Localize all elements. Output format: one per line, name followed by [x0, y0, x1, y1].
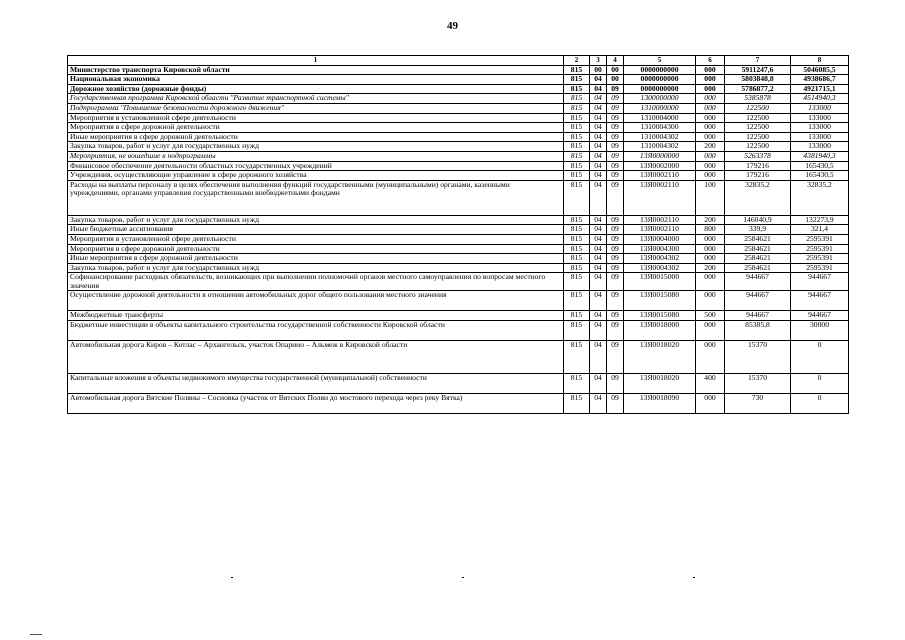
amount-year1-cell: 944667 — [725, 291, 791, 311]
expense-type-cell: 200 — [696, 215, 725, 225]
table-row — [68, 311, 849, 321]
target-article-cell: 13Я0004300 — [624, 244, 696, 254]
amount-year2-cell: 133000 — [791, 103, 849, 113]
item-name-cell: Мероприятия в установленной сфере деятельности — [68, 113, 564, 123]
table-row — [68, 123, 849, 133]
section-cell: 04 — [590, 225, 607, 235]
subsection-cell: 09 — [607, 94, 624, 104]
target-article-cell: 1310004300 — [624, 123, 696, 133]
amount-year2-cell: 321,4 — [791, 225, 849, 235]
amount-year2-cell: 4938686,7 — [791, 75, 849, 85]
target-article-cell: 13Я0002000 — [624, 161, 696, 171]
column-header: 7 — [725, 56, 791, 66]
amount-year1-cell: 122500 — [725, 103, 791, 113]
column-header: 6 — [696, 56, 725, 66]
target-article-cell: 13Я0015080 — [624, 311, 696, 321]
item-name-cell: Учреждения, осуществляющие управление в сфере дорожного хозяйства — [68, 171, 564, 181]
item-name-cell: Софинансирование расходных обязательств, возникающих при выполнении полномочий органов местного самоуправления по вопросам местного значения — [68, 273, 564, 291]
admin-code-cell: 815 — [564, 225, 590, 235]
column-header: 3 — [590, 56, 607, 66]
amount-year1-cell: 2584621 — [725, 244, 791, 254]
scan-mark — [462, 577, 464, 578]
header-row — [68, 56, 849, 66]
target-article-cell: 13Я0018020 — [624, 341, 696, 374]
amount-year1-cell: 2584621 — [725, 254, 791, 264]
budget-table — [67, 55, 849, 414]
amount-year2-cell: 4514940,3 — [791, 94, 849, 104]
subsection-cell: 09 — [607, 215, 624, 225]
subsection-cell: 09 — [607, 273, 624, 291]
item-name-cell: Межбюджетные трансферты — [68, 311, 564, 321]
subsection-cell: 09 — [607, 225, 624, 235]
target-article-cell: 1310004000 — [624, 113, 696, 123]
item-name-cell: Дорожное хозяйство (дорожные фонды) — [68, 84, 564, 94]
amount-year1-cell: 122500 — [725, 132, 791, 142]
amount-year2-cell: 132273,9 — [791, 215, 849, 225]
target-article-cell: 13Я0000000 — [624, 151, 696, 161]
subsection-cell: 00 — [607, 65, 624, 75]
item-name-cell: Иные мероприятия в сфере дорожной деятельности — [68, 132, 564, 142]
amount-year1-cell: 944667 — [725, 311, 791, 321]
item-name-cell: Мероприятия в сфере дорожной деятельности — [68, 244, 564, 254]
target-article-cell: 13Я0018000 — [624, 321, 696, 341]
item-name-cell: Автомобильная дорога Киров – Котлас – Архангельск, участок Опарино – Альмеж в Кировской области — [68, 341, 564, 374]
admin-code-cell: 815 — [564, 75, 590, 85]
subsection-cell: 09 — [607, 263, 624, 273]
amount-year1-cell: 15370 — [725, 374, 791, 394]
subsection-cell: 09 — [607, 394, 624, 414]
amount-year2-cell: 4921715,1 — [791, 84, 849, 94]
item-name-cell: Национальная экономика — [68, 75, 564, 85]
expense-type-cell: 000 — [696, 161, 725, 171]
target-article-cell: 13Я0004302 — [624, 263, 696, 273]
section-cell: 04 — [590, 321, 607, 341]
section-cell: 04 — [590, 75, 607, 85]
page-number: 49 — [447, 20, 458, 32]
target-article-cell: 13Я0002110 — [624, 171, 696, 181]
item-name-cell: Иные мероприятия в сфере дорожной деятельности — [68, 254, 564, 264]
admin-code-cell: 815 — [564, 234, 590, 244]
amount-year2-cell: 2595391 — [791, 254, 849, 264]
expense-type-cell: 000 — [696, 103, 725, 113]
table-row — [68, 215, 849, 225]
target-article-cell: 13Я0018090 — [624, 394, 696, 414]
expense-type-cell: 000 — [696, 321, 725, 341]
admin-code-cell: 815 — [564, 394, 590, 414]
admin-code-cell: 815 — [564, 341, 590, 374]
section-cell: 04 — [590, 341, 607, 374]
amount-year1-cell: 5786877,2 — [725, 84, 791, 94]
subsection-cell: 09 — [607, 161, 624, 171]
section-cell: 04 — [590, 84, 607, 94]
admin-code-cell: 815 — [564, 103, 590, 113]
amount-year2-cell: 165430,5 — [791, 171, 849, 181]
table-row — [68, 180, 849, 215]
column-header: 5 — [624, 56, 696, 66]
admin-code-cell: 815 — [564, 215, 590, 225]
amount-year2-cell: 0 — [791, 374, 849, 394]
table-row — [68, 374, 849, 394]
item-name-cell: Закупка товаров, работ и услуг для государственных нужд — [68, 215, 564, 225]
admin-code-cell: 815 — [564, 94, 590, 104]
table-row — [68, 65, 849, 75]
item-name-cell: Финансовое обеспечение деятельности областных государственных учреждений — [68, 161, 564, 171]
subsection-cell: 09 — [607, 180, 624, 215]
column-header: 4 — [607, 56, 624, 66]
table-row — [68, 234, 849, 244]
target-article-cell: 1310000000 — [624, 103, 696, 113]
section-cell: 04 — [590, 103, 607, 113]
table-row — [68, 263, 849, 273]
target-article-cell: 13Я0004302 — [624, 254, 696, 264]
column-header: 8 — [791, 56, 849, 66]
section-cell: 04 — [590, 171, 607, 181]
item-name-cell: Иные бюджетные ассигнования — [68, 225, 564, 235]
admin-code-cell: 815 — [564, 263, 590, 273]
section-cell: 04 — [590, 161, 607, 171]
amount-year1-cell: 146040,9 — [725, 215, 791, 225]
item-name-cell: Министерство транспорта Кировской области — [68, 65, 564, 75]
admin-code-cell: 815 — [564, 84, 590, 94]
amount-year1-cell: 5263378 — [725, 151, 791, 161]
target-article-cell: 13Я0002110 — [624, 180, 696, 215]
amount-year1-cell: 85385,8 — [725, 321, 791, 341]
amount-year1-cell: 122500 — [725, 142, 791, 152]
item-name-cell: Государственная программа Кировской области "Развитие транспортной системы" — [68, 94, 564, 104]
subsection-cell: 09 — [607, 103, 624, 113]
admin-code-cell: 815 — [564, 180, 590, 215]
expense-type-cell: 000 — [696, 94, 725, 104]
expense-type-cell: 000 — [696, 132, 725, 142]
section-cell: 04 — [590, 244, 607, 254]
section-cell: 04 — [590, 123, 607, 133]
expense-type-cell: 000 — [696, 291, 725, 311]
table-row — [68, 254, 849, 264]
amount-year2-cell: 944667 — [791, 273, 849, 291]
item-name-cell: Автомобильная дорога Вятские Поляны – Сосновка (участок от Вятских Полян до мостового перехода через реку Вятка) — [68, 394, 564, 414]
expense-type-cell: 400 — [696, 374, 725, 394]
expense-type-cell: 200 — [696, 263, 725, 273]
amount-year2-cell: 944667 — [791, 291, 849, 311]
subsection-cell: 09 — [607, 254, 624, 264]
admin-code-cell: 815 — [564, 171, 590, 181]
section-cell: 04 — [590, 151, 607, 161]
expense-type-cell: 000 — [696, 341, 725, 374]
admin-code-cell: 815 — [564, 142, 590, 152]
section-cell: 04 — [590, 132, 607, 142]
column-header: 2 — [564, 56, 590, 66]
admin-code-cell: 815 — [564, 291, 590, 311]
admin-code-cell: 815 — [564, 273, 590, 291]
amount-year1-cell: 179216 — [725, 161, 791, 171]
amount-year2-cell: 133000 — [791, 113, 849, 123]
subsection-cell: 09 — [607, 113, 624, 123]
amount-year2-cell: 133000 — [791, 132, 849, 142]
target-article-cell: 1310004302 — [624, 132, 696, 142]
section-cell: 04 — [590, 180, 607, 215]
expense-type-cell: 000 — [696, 273, 725, 291]
table-row — [68, 103, 849, 113]
table-row — [68, 225, 849, 235]
scan-mark — [231, 577, 233, 578]
amount-year2-cell: 133000 — [791, 123, 849, 133]
expense-type-cell: 000 — [696, 244, 725, 254]
admin-code-cell: 815 — [564, 321, 590, 341]
admin-code-cell: 815 — [564, 161, 590, 171]
column-header: 1 — [68, 56, 564, 66]
table-row — [68, 321, 849, 341]
subsection-cell: 09 — [607, 171, 624, 181]
item-name-cell: Осуществление дорожной деятельности в отношении автомобильных дорог общего пользования местного значения — [68, 291, 564, 311]
subsection-cell: 09 — [607, 321, 624, 341]
amount-year1-cell: 122500 — [725, 123, 791, 133]
section-cell: 04 — [590, 142, 607, 152]
section-cell: 00 — [590, 65, 607, 75]
expense-type-cell: 000 — [696, 113, 725, 123]
subsection-cell: 09 — [607, 151, 624, 161]
section-cell: 04 — [590, 311, 607, 321]
target-article-cell: 13Я0015080 — [624, 291, 696, 311]
expense-type-cell: 000 — [696, 394, 725, 414]
amount-year2-cell: 944667 — [791, 311, 849, 321]
amount-year2-cell: 5046085,5 — [791, 65, 849, 75]
subsection-cell: 09 — [607, 291, 624, 311]
expense-type-cell: 800 — [696, 225, 725, 235]
item-name-cell: Расходы на выплаты персоналу в целях обеспечения выполнения функций государственными (муниципальными) органами, казенными учреждениями, органами управления государственными внебюджетными фондами — [68, 180, 564, 215]
item-name-cell: Мероприятия в сфере дорожной деятельности — [68, 123, 564, 133]
admin-code-cell: 815 — [564, 123, 590, 133]
target-article-cell: 0000000000 — [624, 75, 696, 85]
admin-code-cell: 815 — [564, 132, 590, 142]
subsection-cell: 09 — [607, 341, 624, 374]
subsection-cell: 09 — [607, 123, 624, 133]
section-cell: 04 — [590, 374, 607, 394]
table-row — [68, 113, 849, 123]
amount-year1-cell: 730 — [725, 394, 791, 414]
subsection-cell: 09 — [607, 311, 624, 321]
section-cell: 04 — [590, 273, 607, 291]
amount-year1-cell: 179216 — [725, 171, 791, 181]
expense-type-cell: 500 — [696, 311, 725, 321]
table-row — [68, 142, 849, 152]
admin-code-cell: 815 — [564, 311, 590, 321]
table-body — [68, 65, 849, 413]
target-article-cell: 0000000000 — [624, 84, 696, 94]
section-cell: 04 — [590, 113, 607, 123]
table-row — [68, 132, 849, 142]
section-cell: 04 — [590, 234, 607, 244]
admin-code-cell: 815 — [564, 254, 590, 264]
target-article-cell: 0000000000 — [624, 65, 696, 75]
subsection-cell: 09 — [607, 84, 624, 94]
admin-code-cell: 815 — [564, 151, 590, 161]
expense-type-cell: 000 — [696, 75, 725, 85]
section-cell: 04 — [590, 263, 607, 273]
section-cell: 04 — [590, 215, 607, 225]
expense-type-cell: 200 — [696, 142, 725, 152]
section-cell: 04 — [590, 394, 607, 414]
expense-type-cell: 000 — [696, 234, 725, 244]
subsection-cell: 09 — [607, 234, 624, 244]
amount-year1-cell: 5803848,8 — [725, 75, 791, 85]
amount-year1-cell: 339,9 — [725, 225, 791, 235]
item-name-cell: Закупка товаров, работ и услуг для государственных нужд — [68, 142, 564, 152]
admin-code-cell: 815 — [564, 374, 590, 394]
admin-code-cell: 815 — [564, 65, 590, 75]
subsection-cell: 00 — [607, 75, 624, 85]
amount-year2-cell: 0 — [791, 394, 849, 414]
amount-year1-cell: 944667 — [725, 273, 791, 291]
expense-type-cell: 000 — [696, 84, 725, 94]
table-row — [68, 94, 849, 104]
table-row — [68, 291, 849, 311]
item-name-cell: Капитальные вложения в объекты недвижимого имущества государственной (муниципальной) собственности — [68, 374, 564, 394]
expense-type-cell: 100 — [696, 180, 725, 215]
admin-code-cell: 815 — [564, 244, 590, 254]
target-article-cell: 1310004302 — [624, 142, 696, 152]
section-cell: 04 — [590, 94, 607, 104]
expense-type-cell: 000 — [696, 65, 725, 75]
amount-year2-cell: 2595391 — [791, 234, 849, 244]
amount-year2-cell: 0 — [791, 341, 849, 374]
amount-year2-cell: 32835,2 — [791, 180, 849, 215]
amount-year2-cell: 30000 — [791, 321, 849, 341]
item-name-cell: Закупка товаров, работ и услуг для государственных нужд — [68, 263, 564, 273]
expense-type-cell: 000 — [696, 151, 725, 161]
amount-year2-cell: 2595391 — [791, 263, 849, 273]
section-cell: 04 — [590, 254, 607, 264]
expense-type-cell: 000 — [696, 123, 725, 133]
subsection-cell: 09 — [607, 374, 624, 394]
admin-code-cell: 815 — [564, 113, 590, 123]
target-article-cell: 13Я0002110 — [624, 215, 696, 225]
amount-year2-cell: 165430,5 — [791, 161, 849, 171]
item-name-cell: Подпрограмма "Повышение безопасности дорожного движения" — [68, 103, 564, 113]
section-cell: 04 — [590, 291, 607, 311]
amount-year1-cell: 15370 — [725, 341, 791, 374]
expense-type-cell: 000 — [696, 171, 725, 181]
table-row — [68, 161, 849, 171]
target-article-cell: 1300000000 — [624, 94, 696, 104]
target-article-cell: 13Я0015000 — [624, 273, 696, 291]
amount-year1-cell: 32835,2 — [725, 180, 791, 215]
table-row — [68, 75, 849, 85]
amount-year1-cell: 2584621 — [725, 263, 791, 273]
amount-year1-cell: 2584621 — [725, 234, 791, 244]
subsection-cell: 09 — [607, 244, 624, 254]
target-article-cell: 13Я0002110 — [624, 225, 696, 235]
subsection-cell: 09 — [607, 142, 624, 152]
expense-type-cell: 000 — [696, 254, 725, 264]
scan-mark — [693, 577, 695, 578]
target-article-cell: 13Я0004000 — [624, 234, 696, 244]
table-row — [68, 84, 849, 94]
item-name-cell: Бюджетные инвестиции в объекты капитального строительства государственной собственности Кировской области — [68, 321, 564, 341]
amount-year2-cell: 133000 — [791, 142, 849, 152]
table-row — [68, 394, 849, 414]
amount-year1-cell: 122500 — [725, 113, 791, 123]
amount-year2-cell: 2595391 — [791, 244, 849, 254]
scan-mark — [30, 634, 42, 635]
amount-year1-cell: 5385878 — [725, 94, 791, 104]
table-row — [68, 273, 849, 291]
table-row — [68, 151, 849, 161]
item-name-cell: Мероприятия в установленной сфере деятельности — [68, 234, 564, 244]
table-row — [68, 171, 849, 181]
item-name-cell: Мероприятия, не вошедшие в подпрограммы — [68, 151, 564, 161]
table-row — [68, 341, 849, 374]
amount-year2-cell: 4381940,3 — [791, 151, 849, 161]
subsection-cell: 09 — [607, 132, 624, 142]
target-article-cell: 13Я0018020 — [624, 374, 696, 394]
table-row — [68, 244, 849, 254]
amount-year1-cell: 5911247,6 — [725, 65, 791, 75]
